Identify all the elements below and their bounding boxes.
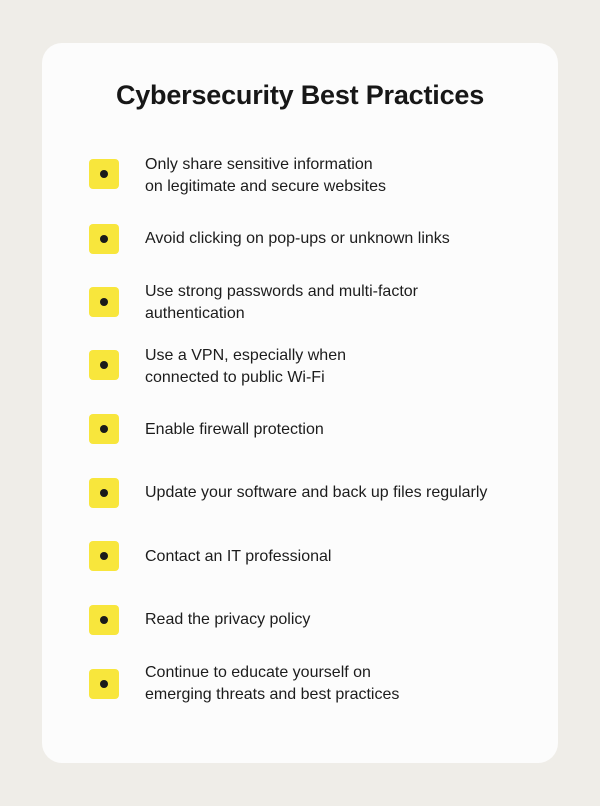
list-item-line: Update your software and back up files regularly: [145, 484, 488, 501]
list-item-line: connected to public Wi-Fi: [145, 369, 325, 386]
square-dot-bullet-icon: [89, 414, 119, 444]
square-dot-bullet-icon: [89, 605, 119, 635]
square-dot-bullet-icon: [89, 478, 119, 508]
square-dot-bullet-icon: [89, 224, 119, 254]
list-item-text: [145, 228, 565, 250]
list-item-text: [145, 482, 565, 504]
list-item-line: Avoid clicking on pop-ups or unknown links: [145, 230, 450, 247]
square-dot-bullet-icon: [89, 159, 119, 189]
practices-card: [42, 43, 558, 763]
page-title: Cybersecurity Best Practices: [115, 80, 485, 110]
list-item-line: Use strong passwords and multi-factor: [145, 283, 418, 300]
list-item-line: authentication: [145, 305, 245, 322]
list-item-line: Read the privacy policy: [145, 611, 311, 628]
list-item-text: [145, 609, 565, 631]
square-dot-bullet-icon: [89, 669, 119, 699]
list-item-text: [145, 345, 565, 389]
list-item-text: [145, 662, 565, 706]
list-item-line: Continue to educate yourself on: [145, 664, 371, 681]
list-item-text: [145, 154, 565, 198]
list-item-line: Enable firewall protection: [145, 421, 324, 438]
list-item-line: emerging threats and best practices: [145, 686, 400, 703]
list-item-line: Only share sensitive information: [145, 156, 373, 173]
list-item-line: Contact an IT professional: [145, 548, 332, 565]
list-item-line: on legitimate and secure websites: [145, 178, 387, 195]
list-item-text: [145, 281, 565, 325]
square-dot-bullet-icon: [89, 287, 119, 317]
list-item-text: [145, 419, 565, 441]
list-item-line: Use a VPN, especially when: [145, 347, 346, 364]
list-item-text: [145, 546, 565, 568]
square-dot-bullet-icon: [89, 541, 119, 571]
square-dot-bullet-icon: [89, 350, 119, 380]
